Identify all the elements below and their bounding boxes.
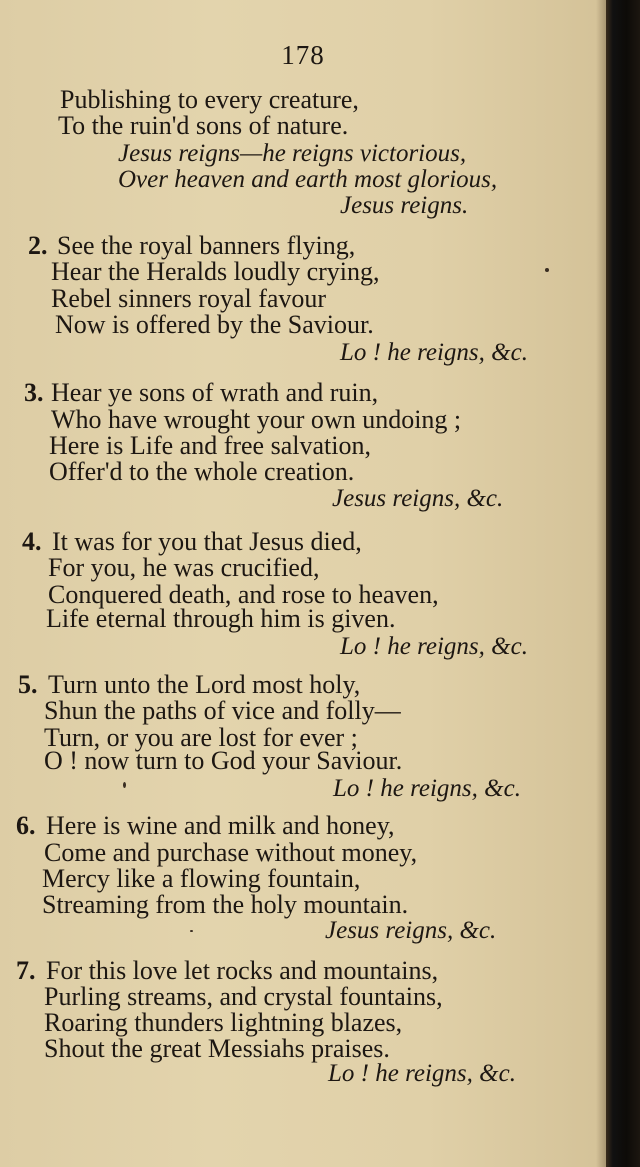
stanza-line: Shout the great Messiahs praises. bbox=[44, 1034, 390, 1063]
paper-speck bbox=[190, 930, 193, 932]
stanza-refrain: Jesus reigns, &c. bbox=[325, 917, 497, 944]
stanza-number: 2. bbox=[28, 231, 48, 260]
stanza-line: Turn unto the Lord most holy, bbox=[48, 670, 361, 699]
stanza-number: 7. bbox=[16, 956, 36, 985]
stanza-line: Mercy like a flowing fountain, bbox=[42, 864, 361, 893]
stanza-line: Hear the Heralds loudly crying, bbox=[51, 257, 380, 286]
stanza-line: Purling streams, and crystal fountains, bbox=[44, 982, 443, 1011]
stanza-refrain: Jesus reigns, &c. bbox=[332, 485, 504, 512]
stanza-refrain: Lo ! he reigns, &c. bbox=[340, 633, 528, 660]
page-number: 178 bbox=[281, 40, 325, 70]
stanza-line: Streaming from the holy mountain. bbox=[42, 890, 409, 919]
stanza-line: For this love let rocks and mountains, bbox=[46, 956, 439, 985]
opening-refrain-1: Jesus reigns—he reigns victorious, bbox=[118, 140, 467, 167]
stanza-line: See the royal banners flying, bbox=[57, 231, 356, 260]
stanza-line: Hear ye sons of wrath and ruin, bbox=[51, 378, 379, 407]
stanza-refrain: Lo ! he reigns, &c. bbox=[328, 1060, 516, 1087]
stanza-line: Here is wine and milk and honey, bbox=[46, 811, 395, 840]
stanza-number: 6. bbox=[16, 811, 36, 840]
stanza-line: Shun the paths of vice and folly— bbox=[44, 696, 401, 725]
stanza-line: Now is offered by the Saviour. bbox=[55, 310, 374, 339]
stanza-line: Offer'd to the whole creation. bbox=[49, 457, 355, 486]
stanza-refrain: Lo ! he reigns, &c. bbox=[333, 775, 521, 802]
book-spine bbox=[606, 0, 640, 1167]
opening-refrain-3: Jesus reigns. bbox=[340, 192, 469, 219]
paper-speck bbox=[123, 782, 126, 788]
stanza-line: Roaring thunders lightning blazes, bbox=[44, 1008, 403, 1037]
stanza-line: Conquered death, and rose to heaven, bbox=[48, 580, 439, 609]
stanza-line: For you, he was crucified, bbox=[48, 553, 320, 582]
stanza-line: Rebel sinners royal favour bbox=[51, 284, 327, 313]
stanza-line: It was for you that Jesus died, bbox=[52, 527, 362, 556]
stanza-line: Turn, or you are lost for ever ; bbox=[44, 723, 358, 752]
stanza-refrain: Lo ! he reigns, &c. bbox=[340, 339, 528, 366]
paper-speck bbox=[545, 268, 549, 272]
opening-line-2: To the ruin'd sons of nature. bbox=[58, 111, 349, 140]
stanza-line: Come and purchase without money, bbox=[44, 838, 418, 867]
stanza-line: Life eternal through him is given. bbox=[46, 604, 396, 633]
stanza-number: 5. bbox=[18, 670, 38, 699]
opening-line-1: Publishing to every creature, bbox=[60, 85, 359, 114]
stanza-line: Here is Life and free salvation, bbox=[49, 431, 371, 460]
stanza-number: 3. bbox=[24, 378, 44, 407]
stanza-number: 4. bbox=[22, 527, 42, 556]
stanza-line: O ! now turn to God your Saviour. bbox=[44, 746, 403, 775]
opening-refrain-2: Over heaven and earth most glorious, bbox=[118, 166, 498, 193]
stanza-line: Who have wrought your own undoing ; bbox=[51, 405, 462, 434]
